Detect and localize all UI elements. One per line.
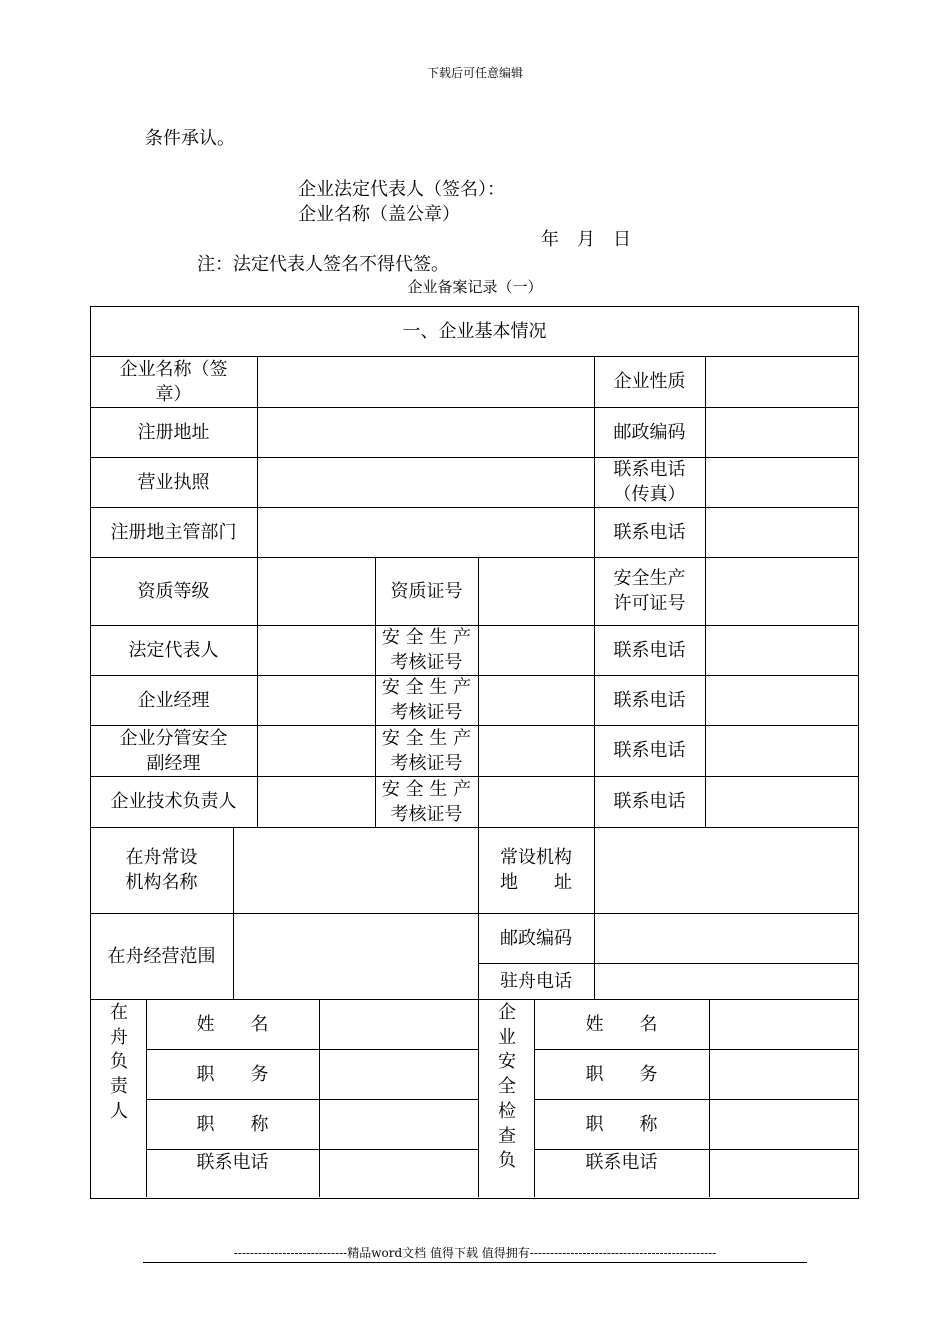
- label-phone: 联系电话: [613, 791, 686, 812]
- page-footer: ----------------------------精品word文档 值得下载 值得拥有----------------------------------------------: [233, 1246, 717, 1260]
- label-local-scope: 在舟经营范围: [107, 945, 216, 967]
- label-tech-lead: 企业技术负责人: [110, 791, 237, 812]
- seal-line: 企业名称（盖公章）: [298, 204, 460, 225]
- date-line: 年 月 日: [541, 229, 631, 250]
- table-title: 企业备案记录（一）: [407, 278, 543, 296]
- note-line: 注：法定代表人签名不得代签。: [197, 254, 449, 275]
- label-local-head: 在舟负责人: [110, 1002, 128, 1122]
- label-office-address: 常设机构 地 址: [500, 847, 572, 893]
- footer-rule: [143, 1262, 807, 1263]
- label-reg-address: 注册地址: [137, 421, 210, 443]
- label-contact-phone: 联系电话: [196, 1151, 269, 1173]
- label-title: 职 称: [585, 1113, 658, 1135]
- label-phone-fax: 联系电话 （传真）: [613, 459, 686, 505]
- label-safety-deputy: 企业分管安全 副经理: [119, 727, 228, 774]
- label-contact-phone: 联系电话: [585, 1151, 658, 1173]
- label-reg-authority: 注册地主管部门: [110, 521, 237, 543]
- signature-line: 企业法定代表人（签名）：: [298, 179, 505, 200]
- label-business-license: 营业执照: [137, 471, 210, 493]
- label-qualification-level: 资质等级: [137, 580, 210, 602]
- col-divider: [594, 827, 595, 999]
- label-name: 姓 名: [196, 1013, 269, 1035]
- col-divider: [319, 999, 320, 1197]
- label-safety-exam-cert: 安 全 生 产 考核证号: [381, 627, 472, 673]
- label-safety-license: 安全生产 许可证号: [613, 568, 686, 614]
- label-safety-exam-cert: 安 全 生 产 考核证号: [381, 677, 472, 723]
- label-qualification-cert: 资质证号: [390, 580, 463, 602]
- label-title: 职 称: [196, 1113, 269, 1135]
- label-phone: 联系电话: [613, 639, 686, 661]
- label-name: 姓 名: [585, 1013, 658, 1035]
- label-local-phone: 驻舟电话: [500, 970, 572, 992]
- col-divider: [705, 356, 706, 827]
- label-position: 职 务: [585, 1063, 658, 1085]
- label-manager: 企业经理: [137, 689, 210, 711]
- label-safety-exam-cert: 安 全 生 产 考核证号: [381, 778, 472, 825]
- label-phone: 联系电话: [613, 740, 686, 761]
- col-divider: [709, 999, 710, 1197]
- label-company-type: 企业性质: [613, 371, 686, 392]
- section-title: 一、企业基本情况: [402, 320, 547, 342]
- col-divider: [233, 827, 234, 999]
- label-company-name: 企业名称（签 章）: [119, 358, 228, 405]
- label-legal-rep: 法定代表人: [128, 639, 219, 661]
- label-phone: 联系电话: [613, 689, 686, 711]
- label-safety-exam-cert: 安 全 生 产 考核证号: [381, 727, 472, 774]
- label-safety-inspector: 企业安全检查负: [498, 1002, 516, 1172]
- label-office-postcode: 邮政编码: [500, 927, 572, 949]
- label-phone: 联系电话: [613, 521, 686, 543]
- preamble-line: 条件承认。: [145, 128, 235, 149]
- col-divider: [257, 356, 258, 827]
- label-position: 职 务: [196, 1063, 269, 1085]
- label-local-office-name: 在舟常设 机构名称: [125, 847, 198, 893]
- page-header-note: 下载后可任意编辑: [426, 66, 523, 80]
- label-postcode: 邮政编码: [613, 421, 686, 443]
